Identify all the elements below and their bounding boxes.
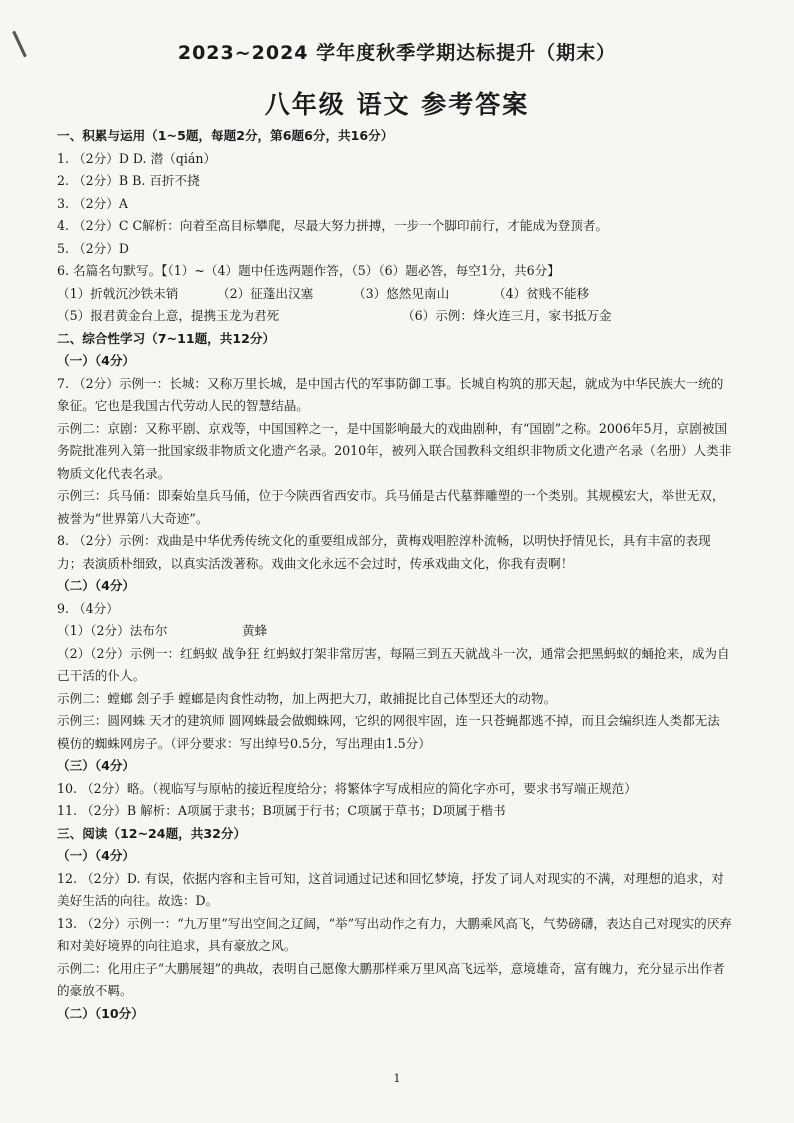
exam-title: 2023~2024 学年度秋季学期达标提升（期末） (177, 42, 617, 64)
answer-q2: 2. （2分）B B. 百折不挠 (57, 173, 200, 188)
answer-q10: 10. （2分）略。（视临写与原帖的接近程度给分；将繁体字写成相应的简化字亦可，要求书写端正规范） (57, 780, 637, 796)
section-2-part-2: （二）（4分） (57, 578, 136, 593)
section-3-part-1: （一）（4分） (57, 848, 136, 863)
answer-q6-row1 (57, 283, 732, 306)
answer-q9-2-example-2: 示例二：螳螂 刽子手 螳螂是肉食性动物，加上两把大刀，敢捕捉比自己体型还大的动物。 (57, 690, 557, 706)
section-2-heading: 二、综合性学习（7~11题，共12分） (57, 330, 276, 346)
answer-q9-1 (57, 620, 732, 643)
answer-q6-6: （6）示例：烽火连三月，家书抵万金 (402, 308, 612, 323)
answer-q7-example-3: 示例三：兵马俑：即秦始皇兵马俑，位于今陕西省西安市。兵马俑是古代墓葬雕塑的一个类别。其规模宏大，举世无双，被誉为“世界第八大奇迹”。 (57, 488, 725, 526)
answer-q9: 9. （4分） (57, 600, 119, 616)
answer-q9-1-insect: 黄蜂 (242, 623, 268, 638)
section-3-part-2: （二）（10分） (57, 1005, 144, 1021)
answer-q4: 4. （2分）C C解析：向着至高目标攀爬，尽最大努力拼搏，一步一个脚印前行，才能成为登顶者。 (57, 218, 609, 233)
answer-q12: 12. （2分）D. 有误，依据内容和主旨可知，这首词通过记述和回忆梦境，抒发了词人对现实的不满，对理想的追求，对美好生活的向往。故选：D。 (57, 870, 724, 908)
answer-q5: 5. （2分）D (57, 240, 129, 256)
answer-q6-4: （4）贫贱不能移 (493, 285, 590, 301)
answer-q6-1: （1）折戟沉沙铁未销 (57, 285, 179, 301)
answer-q7-example-1: 7. （2分）示例一：长城：又称万里长城，是中国古代的军事防御工事。长城自构筑的那天起，就成为中华民族大一统的象征。它也是我国古代劳动人民的智慧结晶。 (57, 375, 724, 413)
section-1-heading: 一、积累与运用（1~5题，每题2分，第6题6分，共16分） (57, 128, 394, 143)
section-2-part-1: （一）（4分） (57, 353, 136, 368)
answer-q7-example-2: 示例二：京剧：又称平剧、京戏等，中国国粹之一，是中国影响最大的戏曲剧种，有“国剧”之称。2006年5月，京剧被国务院批准列入第一批国家级非物质文化遗产名录。2010年，被列入联合国教科文组织非物质文化遗产名录（名册）人类非物质文化代表名录。 (57, 420, 732, 481)
answer-content (57, 125, 732, 1025)
answer-q9-2-example-1: （2）（2分）示例一：红蚂蚁 战争狂 红蚂蚁打架非常厉害，每隔三到五天就战斗一次，通常会把黑蚂蚁的蛹抢来，成为自己干活的仆人。 (57, 645, 730, 683)
answer-q6-row2 (57, 305, 732, 328)
answer-q3: 3. （2分）A (57, 195, 128, 211)
page-number: 1 (393, 1072, 401, 1085)
answer-q8: 8. （2分）示例：戏曲是中华优秀传统文化的重要组成部分，黄梅戏唱腔淳朴流畅，以明快抒情见长，具有丰富的表现力；表演质朴细致，以真实活泼著称。戏曲文化永远不会过时，传承戏曲文化，你我有责啊！ (57, 533, 711, 571)
answer-q11: 11. （2分）B 解析：A项属于隶书；B项属于行书；C项属于草书；D项属于楷书 (57, 803, 506, 818)
answer-q13-example-1: 13. （2分）示例一：“九万里”写出空间之辽阔，“举”写出动作之有力，大鹏乘风高飞，气势磅礴，表达自己对现实的厌弃和对美好境界的向往追求，具有豪放之风。 (57, 915, 732, 953)
answer-q6-5: （5）报君黄金台上意，提携玉龙为君死 (57, 308, 280, 323)
answer-q1: 1. （2分）D D. 潜（qián） (57, 150, 217, 166)
section-3-heading: 三、阅读（12~24题，共32分） (57, 825, 247, 841)
answer-q6-2: （2）征蓬出汉塞 (217, 285, 314, 301)
answer-q9-1-author: （1）（2分）法布尔 (57, 623, 168, 638)
answer-q9-2-example-3: 示例三：圆网蛛 天才的建筑师 圆网蛛最会做蜘蛛网，它织的网很牢固，连一只苍蝇都逃不掉，而且会编织连人类都无法模仿的蜘蛛网房子。（评分要求：写出绰号0.5分，写出理由1.5分） (57, 713, 720, 751)
answer-q6-prompt: 6. 名篇名句默写。【（1）~（4）题中任选两题作答，（5）（6）题必答，每空1分，共6分】 (57, 263, 560, 278)
answer-key-title: 八年级 语文 参考答案 (264, 90, 530, 119)
answer-q6-3: （3）悠然见南山 (353, 285, 450, 301)
section-2-part-3: （三）（4分） (57, 758, 136, 773)
answer-q13-example-2: 示例二：化用庄子“大鹏展翅”的典故，表明自己愿像大鹏那样乘万里风高飞远举，意境雄奇，富有魄力，充分显示出作者的豪放不羁。 (57, 960, 725, 998)
